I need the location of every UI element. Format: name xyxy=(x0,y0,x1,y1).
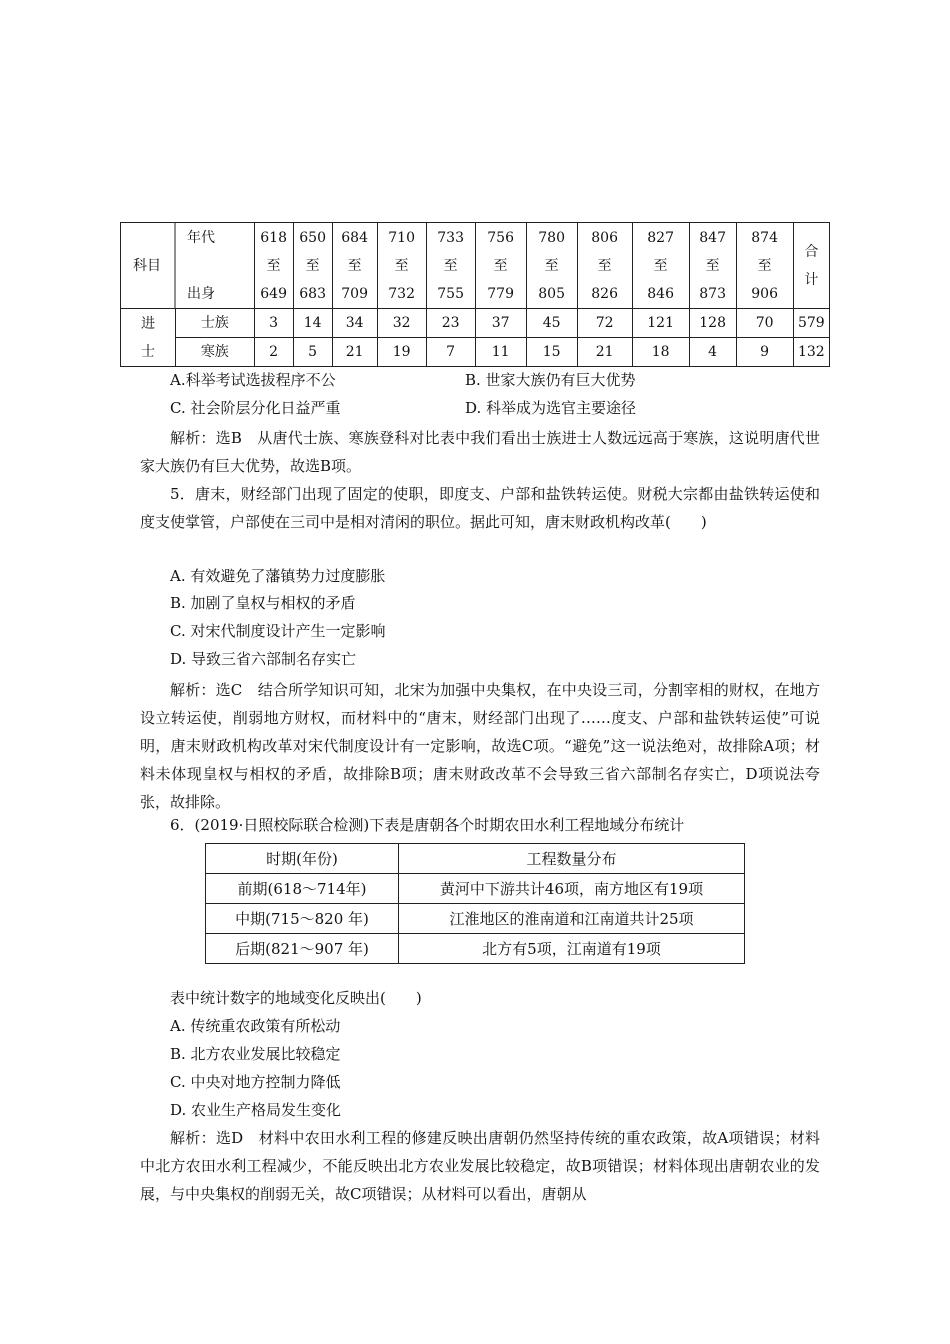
cell: 4 xyxy=(689,338,736,367)
q6-stem: 6．(2019·日照校际联合检测)下表是唐朝各个时期农田水利工程地域分布统计 xyxy=(170,816,685,834)
table-row xyxy=(206,904,745,934)
cell: 121 xyxy=(632,309,689,338)
cell: 2 xyxy=(254,338,293,367)
cell: 21 xyxy=(332,338,377,367)
period-header: 650 至 683 xyxy=(293,223,332,309)
cell: 23 xyxy=(426,309,475,338)
cell: 37 xyxy=(475,309,526,338)
cell: 3 xyxy=(254,309,293,338)
header-cell: 时期(年份) xyxy=(206,844,399,874)
q6-option-b: B. 北方农业发展比较稳定 xyxy=(170,1045,341,1063)
cell: 34 xyxy=(332,309,377,338)
q6-option-d: D. 农业生产格局发生变化 xyxy=(170,1101,342,1119)
period-header: 618 至 649 xyxy=(254,223,293,309)
q4-option-a: A.科举考试选拔程序不公 xyxy=(170,371,336,389)
q6-question: 表中统计数字的地域变化反映出( ) xyxy=(170,989,422,1007)
row-label: 寒族 xyxy=(176,338,255,367)
cell: 7 xyxy=(426,338,475,367)
table-row xyxy=(206,934,745,964)
period-header: 780 至 805 xyxy=(526,223,577,309)
period-header: 733 至 755 xyxy=(426,223,475,309)
period-header: 756 至 779 xyxy=(475,223,526,309)
cell: 15 xyxy=(526,338,577,367)
cell: 江淮地区的淮南道和江南道共计25项 xyxy=(399,904,745,934)
table-header-corner xyxy=(121,223,255,309)
cell: 前期(618～714年) xyxy=(206,874,399,904)
cell: 45 xyxy=(526,309,577,338)
cell: 70 xyxy=(736,309,793,338)
keju-statistics-table xyxy=(120,222,830,367)
q5-option-a: A. 有效避免了藩镇势力过度膨胀 xyxy=(170,567,386,585)
cell: 19 xyxy=(377,338,426,367)
header-cell: 工程数量分布 xyxy=(399,844,745,874)
cell: 黄河中下游共计46项，南方地区有19项 xyxy=(399,874,745,904)
period-header: 874 至 906 xyxy=(736,223,793,309)
row-label: 士族 xyxy=(176,309,255,338)
q4-option-b: B. 世家大族仍有巨大优势 xyxy=(465,371,636,389)
table-header-row xyxy=(206,844,745,874)
period-header: 806 至 826 xyxy=(577,223,632,309)
cell: 北方有5项，江南道有19项 xyxy=(399,934,745,964)
table-row xyxy=(121,338,830,367)
cell: 72 xyxy=(577,309,632,338)
q5-option-d: D. 导致三省六部制名存实亡 xyxy=(170,650,357,668)
cell: 128 xyxy=(689,309,736,338)
table-row xyxy=(121,309,830,338)
period-header: 710 至 732 xyxy=(377,223,426,309)
cell: 18 xyxy=(632,338,689,367)
period-header: 847 至 873 xyxy=(689,223,736,309)
cell: 14 xyxy=(293,309,332,338)
q5-stem: 5．唐末，财经部门出现了固定的使职，即度支、户部和盐铁转运使。财税大宗都由盐铁转运使和度支使掌管，户部使在三司中是相对清闲的职位。据此可知，唐末财政机构改革( ) xyxy=(140,485,820,531)
q5-analysis: 解析：选C 结合所学知识可知，北宋为加强中央集权，在中央设三司，分割宰相的财权，在地方设立转运使，削弱地方财权，而材料中的“唐末，财经部门出现了……度支、户部和盐铁转运使”可说明，唐末财政机构改革对宋代制度设计有一定影响，故选C项。“避免”这一说法绝对，故排除A项；材料未体现皇权与相权的矛盾，故排除B项；唐末财政改革不会导致三省六部制名存实亡，D项说法夸张，故排除。 xyxy=(140,681,820,811)
cell: 后期(821～907 年) xyxy=(206,934,399,964)
q6-analysis: 解析：选D 材料中农田水利工程的修建反映出唐朝仍然坚持传统的重农政策，故A项错误；材料中北方农田水利工程减少，不能反映出北方农业发展比较稳定，故B项错误；材料体现出唐朝农业的发展，与中央集权的削弱无关，故C项错误；从材料可以看出，唐朝从 xyxy=(140,1129,820,1203)
cell: 9 xyxy=(736,338,793,367)
cell: 32 xyxy=(377,309,426,338)
irrigation-table xyxy=(205,843,745,964)
era-label: 年代 xyxy=(187,230,215,246)
period-header: 827 至 846 xyxy=(632,223,689,309)
cell: 11 xyxy=(475,338,526,367)
q6-option-a: A. 传统重农政策有所松动 xyxy=(170,1017,341,1035)
total-header: 合 计 xyxy=(793,223,829,309)
q4-analysis: 解析：选B 从唐代士族、寒族登科对比表中我们看出士族进士人数远远高于寒族，这说明唐代世家大族仍有巨大优势，故选B项。 xyxy=(140,429,820,475)
q4-option-c: C. 社会阶层分化日益严重 xyxy=(170,399,341,417)
q5-option-b: B. 加剧了皇权与相权的矛盾 xyxy=(170,594,356,612)
table-row xyxy=(206,874,745,904)
group-label: 进 士 xyxy=(121,309,176,367)
cell: 5 xyxy=(293,338,332,367)
q4-option-d: D. 科举成为选官主要途径 xyxy=(465,399,637,417)
cell: 579 xyxy=(793,309,829,338)
period-header: 684 至 709 xyxy=(332,223,377,309)
q5-option-c: C. 对宋代制度设计产生一定影响 xyxy=(170,622,386,640)
origin-label: 出身 xyxy=(187,286,215,302)
cell: 21 xyxy=(577,338,632,367)
cell: 中期(715～820 年) xyxy=(206,904,399,934)
cell: 132 xyxy=(793,338,829,367)
q6-option-c: C. 中央对地方控制力降低 xyxy=(170,1073,341,1091)
subject-label: 科目 xyxy=(133,258,161,274)
